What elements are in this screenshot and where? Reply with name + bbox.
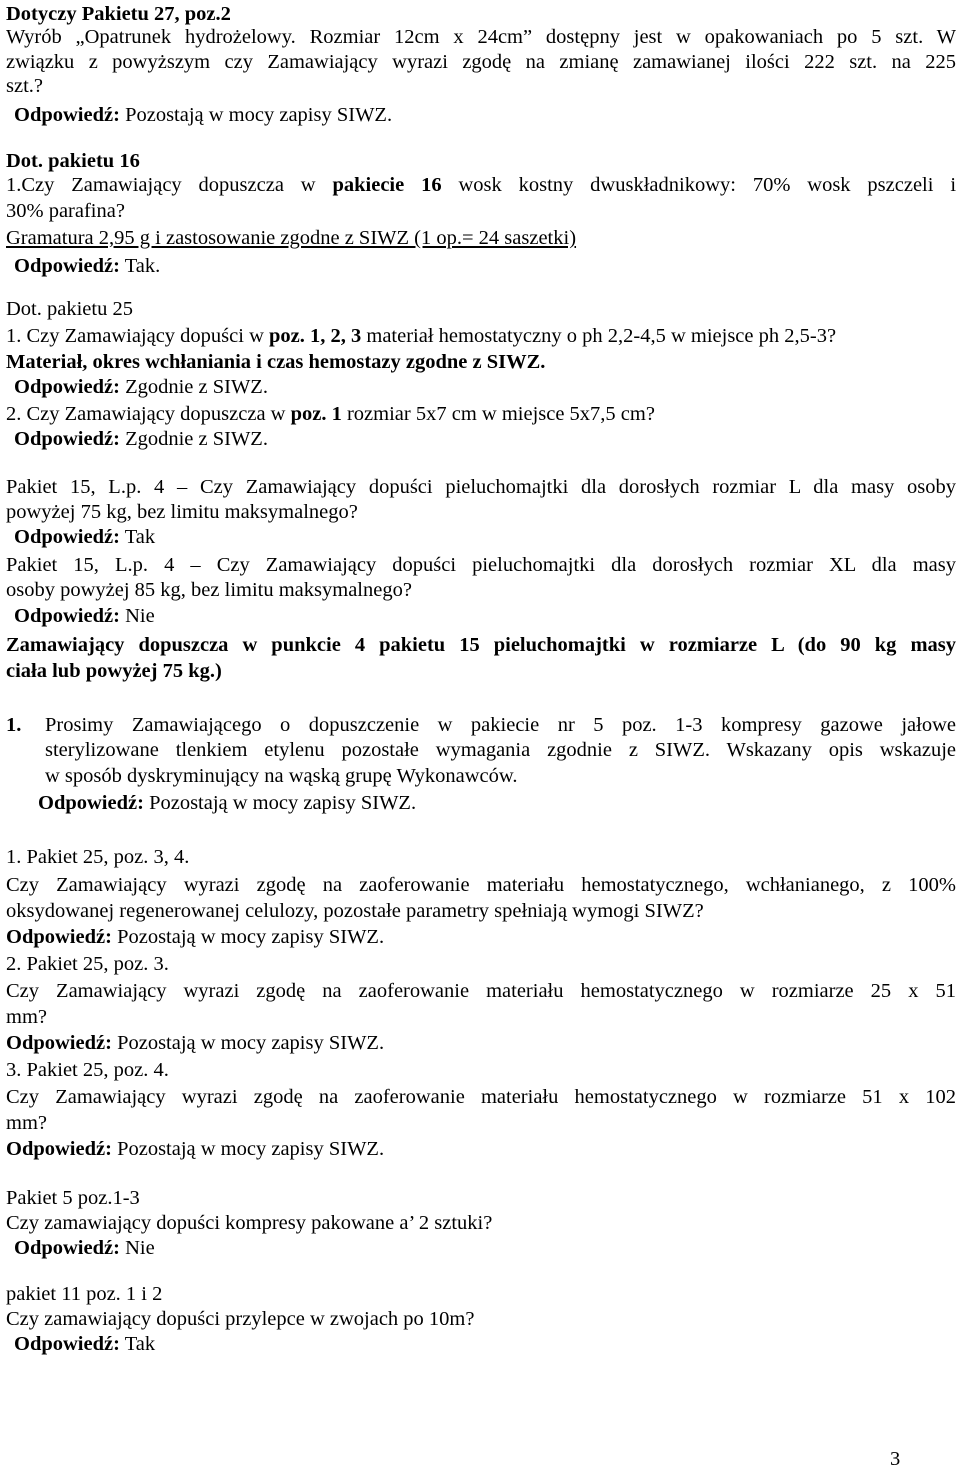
answer-line (14, 375, 960, 399)
answer-label: Odpowiedź: (6, 1138, 112, 1160)
question-text: powyżej 75 kg, bez limitu maksymalnego? (6, 501, 358, 523)
answer-label: Odpowiedź: (14, 1333, 120, 1355)
question-text (6, 324, 956, 348)
question-text: związku z powyższym czy Zamawiający wyrazi zgodę na zmianę zamawianej ilości 222 szt. na 225 (6, 51, 956, 73)
section-heading-pakiet-11: pakiet 11 poz. 1 i 2 (6, 1283, 163, 1305)
answer-text: Pozostają w mocy zapisy SIWZ. (119, 104, 393, 126)
answer-line (14, 525, 960, 549)
text-run-bold: poz. 1, 2, 3 (269, 325, 362, 347)
answer-label: Odpowiedź: (14, 1237, 120, 1259)
text-run: wosk kostny dwuskładnikowy: 70% wosk pszczeli i (441, 174, 957, 196)
answer-text: Pozostają w mocy zapisy SIWZ. (143, 792, 417, 814)
question-text: Czy zamawiający dopuści przylepce w zwojach po 10m? (6, 1308, 475, 1330)
question-text: mm? (6, 1006, 47, 1028)
question-text: w sposób dyskryminujący na wąską grupę Wykonawców. (45, 765, 518, 787)
answer-line (6, 1137, 956, 1161)
question-text: osoby powyżej 85 kg, bez limitu maksymalnego? (6, 579, 412, 601)
question-text (6, 173, 956, 197)
question-text: szt.? (6, 75, 43, 97)
section-heading-pakiet-25-poz-4: 3. Pakiet 25, poz. 4. (6, 1059, 169, 1081)
answer-text: Tak (119, 1333, 156, 1355)
answer-label: Odpowiedź: (14, 104, 120, 126)
decision-text: Zamawiający dopuszcza w punkcie 4 pakietu 15 pieluchomajtki w rozmiarze L (do 90 kg masy (6, 634, 956, 656)
answer-text: Zgodnie z SIWZ. (119, 428, 268, 450)
answer-text: Nie (119, 605, 155, 627)
question-text (6, 402, 956, 426)
question-text: Czy Zamawiający wyrazi zgodę na zaoferowanie materiału hemostatycznego, wchłanianego, z 100% (6, 874, 956, 896)
text-run-bold: pakiecie 16 (332, 174, 442, 196)
section-heading-pakiet-5: Pakiet 5 poz.1-3 (6, 1187, 140, 1209)
answer-label: Odpowiedź: (14, 605, 120, 627)
answer-label: Odpowiedź: (14, 255, 120, 277)
question-note: Gramatura 2,95 g i zastosowanie zgodne z SIWZ (1 op.= 24 saszetki) (6, 227, 577, 249)
question-text: Pakiet 15, L.p. 4 – Czy Zamawiający dopuści pieluchomajtki dla dorosłych rozmiar XL dla masy (6, 554, 956, 576)
answer-line (14, 427, 960, 451)
question-text: Czy zamawiający dopuści kompresy pakowane a’ 2 sztuki? (6, 1212, 493, 1234)
answer-line (38, 791, 960, 815)
answer-line (14, 1332, 960, 1356)
question-text: sterylizowane tlenkiem etylenu pozostałe wymagania zgodnie z SIWZ. Wskazany opis wskazuje (45, 739, 956, 761)
question-note: Materiał, okres wchłaniania i czas hemostazy zgodne z SIWZ. (6, 351, 546, 373)
page-number: 3 (890, 1448, 901, 1470)
answer-line (6, 925, 956, 949)
answer-text: Pozostają w mocy zapisy SIWZ. (111, 926, 385, 948)
answer-label: Odpowiedź: (14, 526, 120, 548)
question-text: Czy Zamawiający wyrazi zgodę na zaoferowanie materiału hemostatycznego w rozmiarze 51 x 102 (6, 1086, 956, 1108)
question-text: Pakiet 15, L.p. 4 – Czy Zamawiający dopuści pieluchomajtki dla dorosłych rozmiar L dla masy osoby (6, 476, 956, 498)
question-text: Czy Zamawiający wyrazi zgodę na zaoferowanie materiału hemostatycznego w rozmiarze 25 x 51 (6, 980, 956, 1002)
answer-text: Nie (119, 1237, 155, 1259)
text-run: rozmiar 5x7 cm w miejsce 5x7,5 cm? (341, 403, 655, 425)
answer-line (14, 604, 960, 628)
answer-label: Odpowiedź: (38, 792, 144, 814)
question-text: 30% parafina? (6, 200, 125, 222)
question-text: Wyrób „Opatrunek hydrożelowy. Rozmiar 12cm x 24cm” dostępny jest w opakowaniach po 5 szt. W (6, 26, 956, 48)
text-run: 1. Czy Zamawiający dopuści w (6, 325, 270, 347)
answer-text: Tak (119, 526, 156, 548)
section-heading-pakiet-16: Dot. pakietu 16 (6, 150, 140, 172)
answer-label: Odpowiedź: (6, 926, 112, 948)
text-run: 1.Czy Zamawiający dopuszcza w (6, 174, 333, 196)
section-heading-pakiet-25-poz-3: 2. Pakiet 25, poz. 3. (6, 953, 169, 975)
question-text: mm? (6, 1112, 47, 1134)
section-heading-pakiet-25: Dot. pakietu 25 (6, 298, 133, 320)
section-heading-pakiet-25-poz-3-4: 1. Pakiet 25, poz. 3, 4. (6, 846, 190, 868)
answer-text: Tak. (119, 255, 161, 277)
text-run: materiał hemostatyczny o ph 2,2-4,5 w miejsce ph 2,5-3? (361, 325, 837, 347)
answer-line (14, 254, 960, 278)
list-number: 1. (6, 714, 22, 736)
answer-text: Pozostają w mocy zapisy SIWZ. (111, 1032, 385, 1054)
answer-text: Pozostają w mocy zapisy SIWZ. (111, 1138, 385, 1160)
text-run-bold: poz. 1 (290, 403, 342, 425)
decision-text: ciała lub powyżej 75 kg.) (6, 660, 222, 682)
answer-label: Odpowiedź: (14, 428, 120, 450)
answer-line (14, 103, 960, 127)
answer-label: Odpowiedź: (6, 1032, 112, 1054)
question-text: oksydowanej regenerowanej celulozy, pozostałe parametry spełniają wymogi SIWZ? (6, 900, 704, 922)
answer-text: Zgodnie z SIWZ. (119, 376, 268, 398)
section-heading-pakiet-27: Dotyczy Pakietu 27, poz.2 (6, 3, 231, 25)
answer-label: Odpowiedź: (14, 376, 120, 398)
text-run: 2. Czy Zamawiający dopuszcza w (6, 403, 291, 425)
answer-line (14, 1236, 960, 1260)
answer-line (6, 1031, 956, 1055)
question-text: Prosimy Zamawiającego o dopuszczenie w pakiecie nr 5 poz. 1-3 kompresy gazowe jałowe (45, 714, 956, 736)
